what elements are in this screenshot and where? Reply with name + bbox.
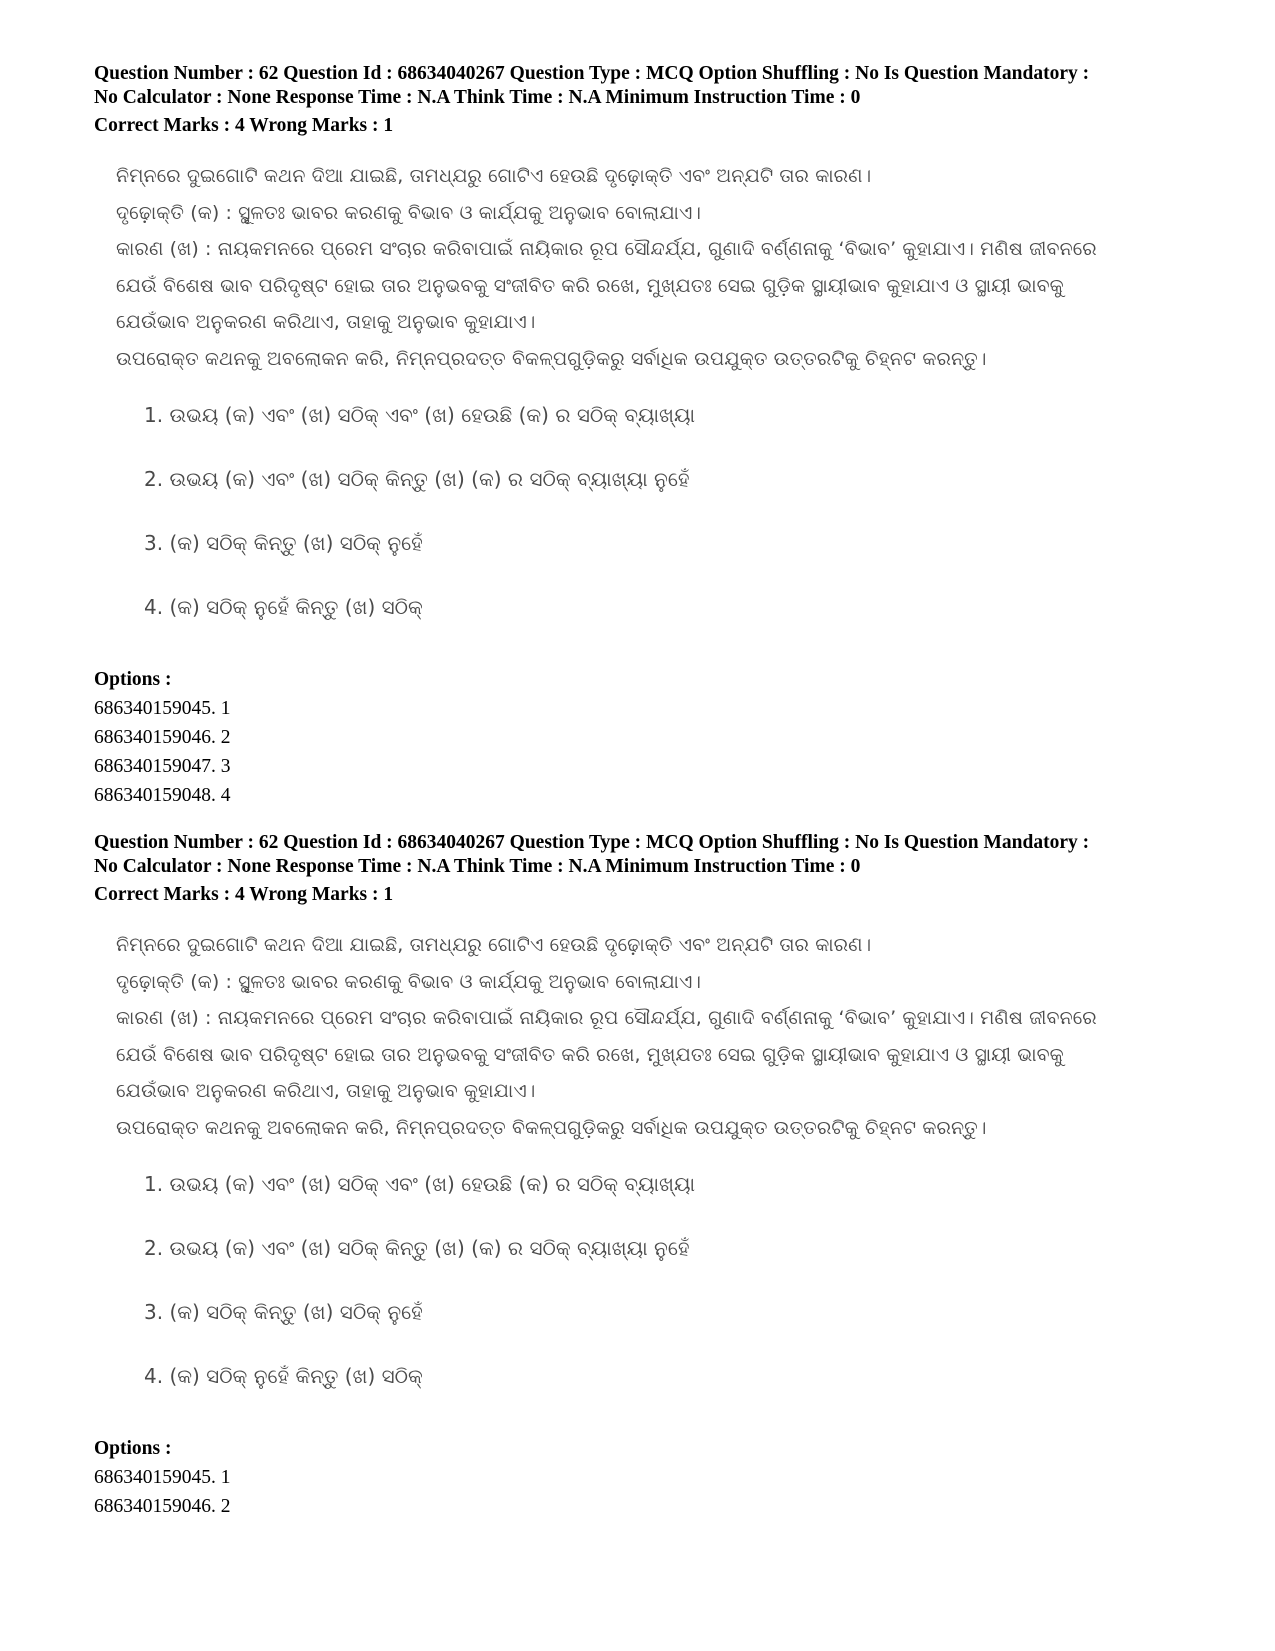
option-id: 686340159045. 1	[94, 1467, 231, 1488]
statement-line: ଦୃଢ଼ୋକ୍ତି (କ) : ସ୍ଥୂଳତଃ ଭାବର କରଣକୁ ବିଭାବ ଓ କାର୍ଯ୍ଯକୁ ଅନୁଭାବ ବୋଲାଯାଏ।	[116, 970, 702, 993]
answer-choices	[144, 1167, 1196, 1423]
answer-choice: 1. ଉଭୟ (କ) ଏବଂ (ଖ) ସଠିକ୍ ଏବଂ (ଖ) ହେଉଛି (କ) ର ସଠିକ୍ ବ୍ୟାଖ୍ୟା	[144, 403, 696, 427]
options-label: Options :	[94, 669, 172, 690]
statement-line: ଯେଉଁ ବିଶେଷ ଭାବ ପରିଦୃଷ୍ଟ ହୋଇ ତାର ଅନୁଭବକୁ ସଂଜୀବିତ କରି ରଖେ, ମୁଖ୍ଯତଃ ସେଇ ଗୁଡ଼ିକ ସ୍ଥାୟୀଭାବ କୁହାଯାଏ ଓ ସ୍ଥାୟୀ ଭାବକୁ	[116, 1043, 1064, 1066]
question-header	[94, 62, 1234, 110]
option-id: 686340159047. 3	[94, 756, 231, 777]
question-header-line-2: No Calculator : None Response Time : N.A Think Time : N.A Minimum Instruction Time : 0	[94, 87, 861, 108]
question-block-1	[94, 62, 1234, 810]
answer-choice: 3. (କ) ସଠିକ୍ କିନ୍ତୁ (ଖ) ସଠିକ୍ ନୁହେଁ	[144, 1300, 423, 1324]
answer-choice: 2. ଉଭୟ (କ) ଏବଂ (ଖ) ସଠିକ୍ କିନ୍ତୁ (ଖ) (କ) ର ସଠିକ୍ ବ୍ୟାଖ୍ୟା ନୁହେଁ	[144, 467, 690, 491]
question-header-line-1: Question Number : 62 Question Id : 68634040267 Question Type : MCQ Option Shuffling : No Is Question Mandatory :	[94, 832, 1090, 853]
statement-line: ଯେଉଁଭାବ ଅନୁକରଣ କରିଥାଏ, ତାହାକୁ ଅନୁଭାବ କୁହାଯାଏ।	[116, 1080, 536, 1102]
option-id: 686340159046. 2	[94, 1496, 231, 1517]
statement-line: ଉପରୋକ୍ତ କଥନକୁ ଅବଲୋକନ କରି, ନିମ୍ନପ୍ରଦତ୍ତ ବିକଳ୍ପଗୁଡ଼ିକରୁ ସର୍ବାଧିକ ଉପଯୁକ୍ତ ଉତ୍ତରଟିକୁ ଚିହ୍ନଟ କରନ୍ତୁ।	[116, 347, 987, 370]
marks-line: Correct Marks : 4 Wrong Marks : 1	[94, 115, 394, 136]
marks-line: Correct Marks : 4 Wrong Marks : 1	[94, 884, 394, 905]
statement-line: ଉପରୋକ୍ତ କଥନକୁ ଅବଲୋକନ କରି, ନିମ୍ନପ୍ରଦତ୍ତ ବିକଳ୍ପଗୁଡ଼ିକରୁ ସର୍ବାଧିକ ଉପଯୁକ୍ତ ଉତ୍ତରଟିକୁ ଚିହ୍ନଟ କରନ୍ତୁ।	[116, 1116, 987, 1139]
answer-choice: 3. (କ) ସଠିକ୍ କିନ୍ତୁ (ଖ) ସଠିକ୍ ନୁହେଁ	[144, 531, 423, 555]
option-id: 686340159046. 2	[94, 727, 231, 748]
statement-line: ଯେଉଁଭାବ ଅନୁକରଣ କରିଥାଏ, ତାହାକୁ ଅନୁଭାବ କୁହାଯାଏ।	[116, 311, 536, 333]
options-list	[94, 694, 1234, 810]
question-text-image	[116, 927, 1196, 1423]
question-text-image	[116, 158, 1196, 654]
answer-choice: 4. (କ) ସଠିକ୍ ନୁହେଁ କିନ୍ତୁ (ଖ) ସଠିକ୍	[144, 595, 423, 619]
question-header-line-1: Question Number : 62 Question Id : 68634040267 Question Type : MCQ Option Shuffling : No Is Question Mandatory :	[94, 63, 1090, 84]
statement-line: ନିମ୍ନରେ ଦୁଇଗୋଟି କଥନ ଦିଆ ଯାଇଛି, ତାମଧ୍ଯରୁ ଗୋଟିଏ ହେଉଛି ଦୃଢ଼ୋକ୍ତି ଏବଂ ଅନ୍ଯଟି ତାର କାରଣ।	[116, 165, 872, 187]
statement-line: ଯେଉଁ ବିଶେଷ ଭାବ ପରିଦୃଷ୍ଟ ହୋଇ ତାର ଅନୁଭବକୁ ସଂଜୀବିତ କରି ରଖେ, ମୁଖ୍ଯତଃ ସେଇ ଗୁଡ଼ିକ ସ୍ଥାୟୀଭାବ କୁହାଯାଏ ଓ ସ୍ଥାୟୀ ଭାବକୁ	[116, 274, 1064, 297]
option-id: 686340159048. 4	[94, 785, 231, 806]
statement-line: କାରଣ (ଖ) : ନାୟକମନରେ ପ୍ରେମ ସଂଚାର କରିବାପାଇଁ ନାୟିକାର ରୂପ ସୌନ୍ଦର୍ଯ୍ଯ, ଗୁଣାଦି ବର୍ଣ୍ଣନାକୁ ‘ବିଭାବ’ କୁହାଯାଏ। ମଣିଷ ଜୀବନରେ	[116, 238, 1097, 260]
question-block-2	[94, 831, 1234, 1521]
options-list	[94, 1463, 1234, 1521]
answer-choice: 2. ଉଭୟ (କ) ଏବଂ (ଖ) ସଠିକ୍ କିନ୍ତୁ (ଖ) (କ) ର ସଠିକ୍ ବ୍ୟାଖ୍ୟା ନୁହେଁ	[144, 1236, 690, 1260]
statement-line: ଦୃଢ଼ୋକ୍ତି (କ) : ସ୍ଥୂଳତଃ ଭାବର କରଣକୁ ବିଭାବ ଓ କାର୍ଯ୍ଯକୁ ଅନୁଭାବ ବୋଲାଯାଏ।	[116, 201, 702, 224]
statement-line: ନିମ୍ନରେ ଦୁଇଗୋଟି କଥନ ଦିଆ ଯାଇଛି, ତାମଧ୍ଯରୁ ଗୋଟିଏ ହେଉଛି ଦୃଢ଼ୋକ୍ତି ଏବଂ ଅନ୍ଯଟି ତାର କାରଣ।	[116, 934, 872, 956]
question-header-line-2: No Calculator : None Response Time : N.A Think Time : N.A Minimum Instruction Time : 0	[94, 856, 861, 877]
options-label: Options :	[94, 1438, 172, 1459]
question-header	[94, 831, 1234, 879]
answer-choices	[144, 398, 1196, 654]
answer-choice: 4. (କ) ସଠିକ୍ ନୁହେଁ କିନ୍ତୁ (ଖ) ସଠିକ୍	[144, 1364, 423, 1388]
statement-line: କାରଣ (ଖ) : ନାୟକମନରେ ପ୍ରେମ ସଂଚାର କରିବାପାଇଁ ନାୟିକାର ରୂପ ସୌନ୍ଦର୍ଯ୍ଯ, ଗୁଣାଦି ବର୍ଣ୍ଣନାକୁ ‘ବିଭାବ’ କୁହାଯାଏ। ମଣିଷ ଜୀବନରେ	[116, 1007, 1097, 1029]
answer-choice: 1. ଉଭୟ (କ) ଏବଂ (ଖ) ସଠିକ୍ ଏବଂ (ଖ) ହେଉଛି (କ) ର ସଠିକ୍ ବ୍ୟାଖ୍ୟା	[144, 1172, 696, 1196]
option-id: 686340159045. 1	[94, 698, 231, 719]
